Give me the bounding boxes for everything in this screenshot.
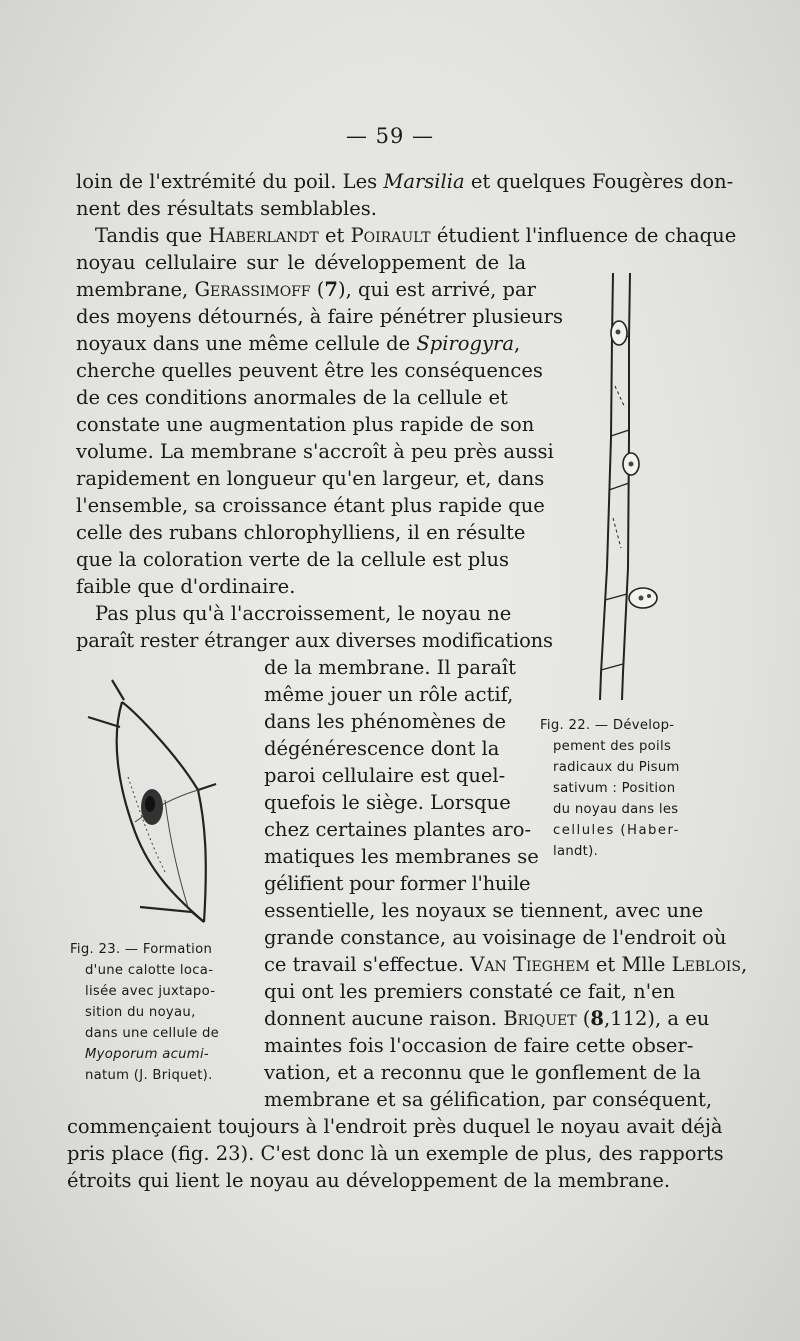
- text-line: Pas plus qu'à l'accroissement, le noyau ne: [95, 602, 512, 625]
- text-line: loin de l'extrémité du poil. Les Marsilia et quelques Fougères don-: [76, 170, 734, 193]
- figure-23-caption-line: d'une calotte loca-: [85, 963, 214, 978]
- text-line: pris place (fig. 23). C'est donc là un exemple de plus, des rapports: [67, 1142, 724, 1165]
- figure-22-caption-line: radicaux du Pisum: [553, 760, 680, 775]
- text-line: noyau cellulaire sur le développement de la: [76, 251, 527, 274]
- text-line: volume. La membrane s'accroît à peu près aussi: [76, 440, 554, 463]
- figure-22-caption-line: Fig. 22. — Dévelop-: [540, 718, 675, 733]
- page-number: — 59 —: [345, 124, 435, 148]
- author-van-tieghem: Van Tieghem: [470, 953, 590, 976]
- author-leblois: Leblois: [671, 953, 741, 976]
- text-line: qui ont les premiers constaté ce fait, n'en: [264, 980, 676, 1003]
- author-haberlandt: Haberlandt: [208, 224, 319, 247]
- text-line: maintes fois l'occasion de faire cette obser-: [264, 1034, 694, 1057]
- text-line: membrane, Gerassimoff (7), qui est arrivé, par: [76, 278, 536, 301]
- figure-23-caption-line: natum (J. Briquet).: [85, 1068, 213, 1083]
- text-line: de ces conditions anormales de la cellule et: [76, 386, 508, 409]
- reference-number: 8: [590, 1007, 604, 1030]
- text-line: rapidement en longueur qu'en largeur, et, dans: [76, 467, 545, 490]
- text-line: Tandis que Haberlandt et Poirault étudient l'influence de chaque: [95, 224, 737, 247]
- author-briquet: Briquet: [503, 1007, 577, 1030]
- text-line: des moyens détournés, à faire pénétrer plusieurs: [76, 305, 564, 328]
- text-line: même jouer un rôle actif,: [264, 683, 514, 706]
- figure-23-caption-line: Fig. 23. — Formation: [70, 942, 213, 957]
- figure-23-caption-line: sition du noyau,: [85, 1005, 196, 1020]
- author-gerassimoff: Gerassimoff: [194, 278, 311, 301]
- figure-22-caption-line: cellules (Haber-: [553, 823, 680, 838]
- text-line: paroi cellulaire est quel-: [264, 764, 506, 787]
- author-poirault: Poirault: [350, 224, 431, 247]
- text-line: dans les phénomènes de: [264, 710, 507, 733]
- text-line: celle des rubans chlorophylliens, il en résulte: [76, 521, 526, 544]
- text-line: membrane et sa gélification, par conséquent,: [264, 1088, 713, 1111]
- text-line: commençaient toujours à l'endroit près duquel le noyau avait déjà: [67, 1115, 723, 1138]
- text-line: faible que d'ordinaire.: [76, 575, 296, 598]
- text-line: de la membrane. Il paraît: [264, 656, 516, 679]
- taxon-marsilia: Marsilia: [383, 170, 465, 193]
- text-line: l'ensemble, sa croissance étant plus rapide que: [76, 494, 545, 517]
- text-line: grande constance, au voisinage de l'endroit où: [264, 926, 727, 949]
- text-line: nent des résultats semblables.: [76, 197, 377, 220]
- figure-23-caption-line: lisée avec juxtapo-: [85, 984, 216, 999]
- figure-23-caption-line: dans une cellule de: [85, 1026, 220, 1041]
- text-line: chez certaines plantes aro-: [264, 818, 532, 841]
- taxon-spirogyra: Spirogyra: [416, 332, 514, 355]
- text-line: essentielle, les noyaux se tiennent, avec une: [264, 899, 704, 922]
- text-line: noyaux dans une même cellule de Spirogyra,: [76, 332, 521, 355]
- reference-number: 7: [324, 278, 338, 301]
- text-line: paraît rester étranger aux diverses modifications: [76, 629, 553, 652]
- figure-23-cell-drawing: [80, 672, 230, 934]
- text-line: matiques les membranes se: [264, 845, 539, 868]
- text-line: étroits qui lient le noyau au développement de la membrane.: [67, 1169, 671, 1192]
- text-line: donnent aucune raison. Briquet (8,112), a eu: [264, 1007, 710, 1030]
- text-line: quefois le siège. Lorsque: [264, 791, 511, 814]
- text-line: dégénérescence dont la: [264, 737, 500, 760]
- text-line: cherche quelles peuvent être les conséquences: [76, 359, 543, 382]
- text-line: ce travail s'effectue. Van Tieghem et Mlle Leblois,: [264, 953, 748, 976]
- figure-22-caption-line: landt).: [553, 844, 599, 859]
- text-line: gélifient pour former l'huile: [264, 872, 531, 895]
- text-line: vation, et a reconnu que le gonflement de la: [264, 1061, 701, 1084]
- figure-22-root-hair-drawing: [585, 268, 665, 703]
- figure-23-caption-line: Myoporum acumi-: [85, 1047, 209, 1062]
- figure-22-caption-line: pement des poils: [553, 739, 672, 754]
- figure-22-caption-line: sativum : Position: [553, 781, 676, 796]
- figure-22-caption-line: du noyau dans les: [553, 802, 679, 817]
- text-line: constate une augmentation plus rapide de son: [76, 413, 535, 436]
- text-line: que la coloration verte de la cellule est plus: [76, 548, 510, 571]
